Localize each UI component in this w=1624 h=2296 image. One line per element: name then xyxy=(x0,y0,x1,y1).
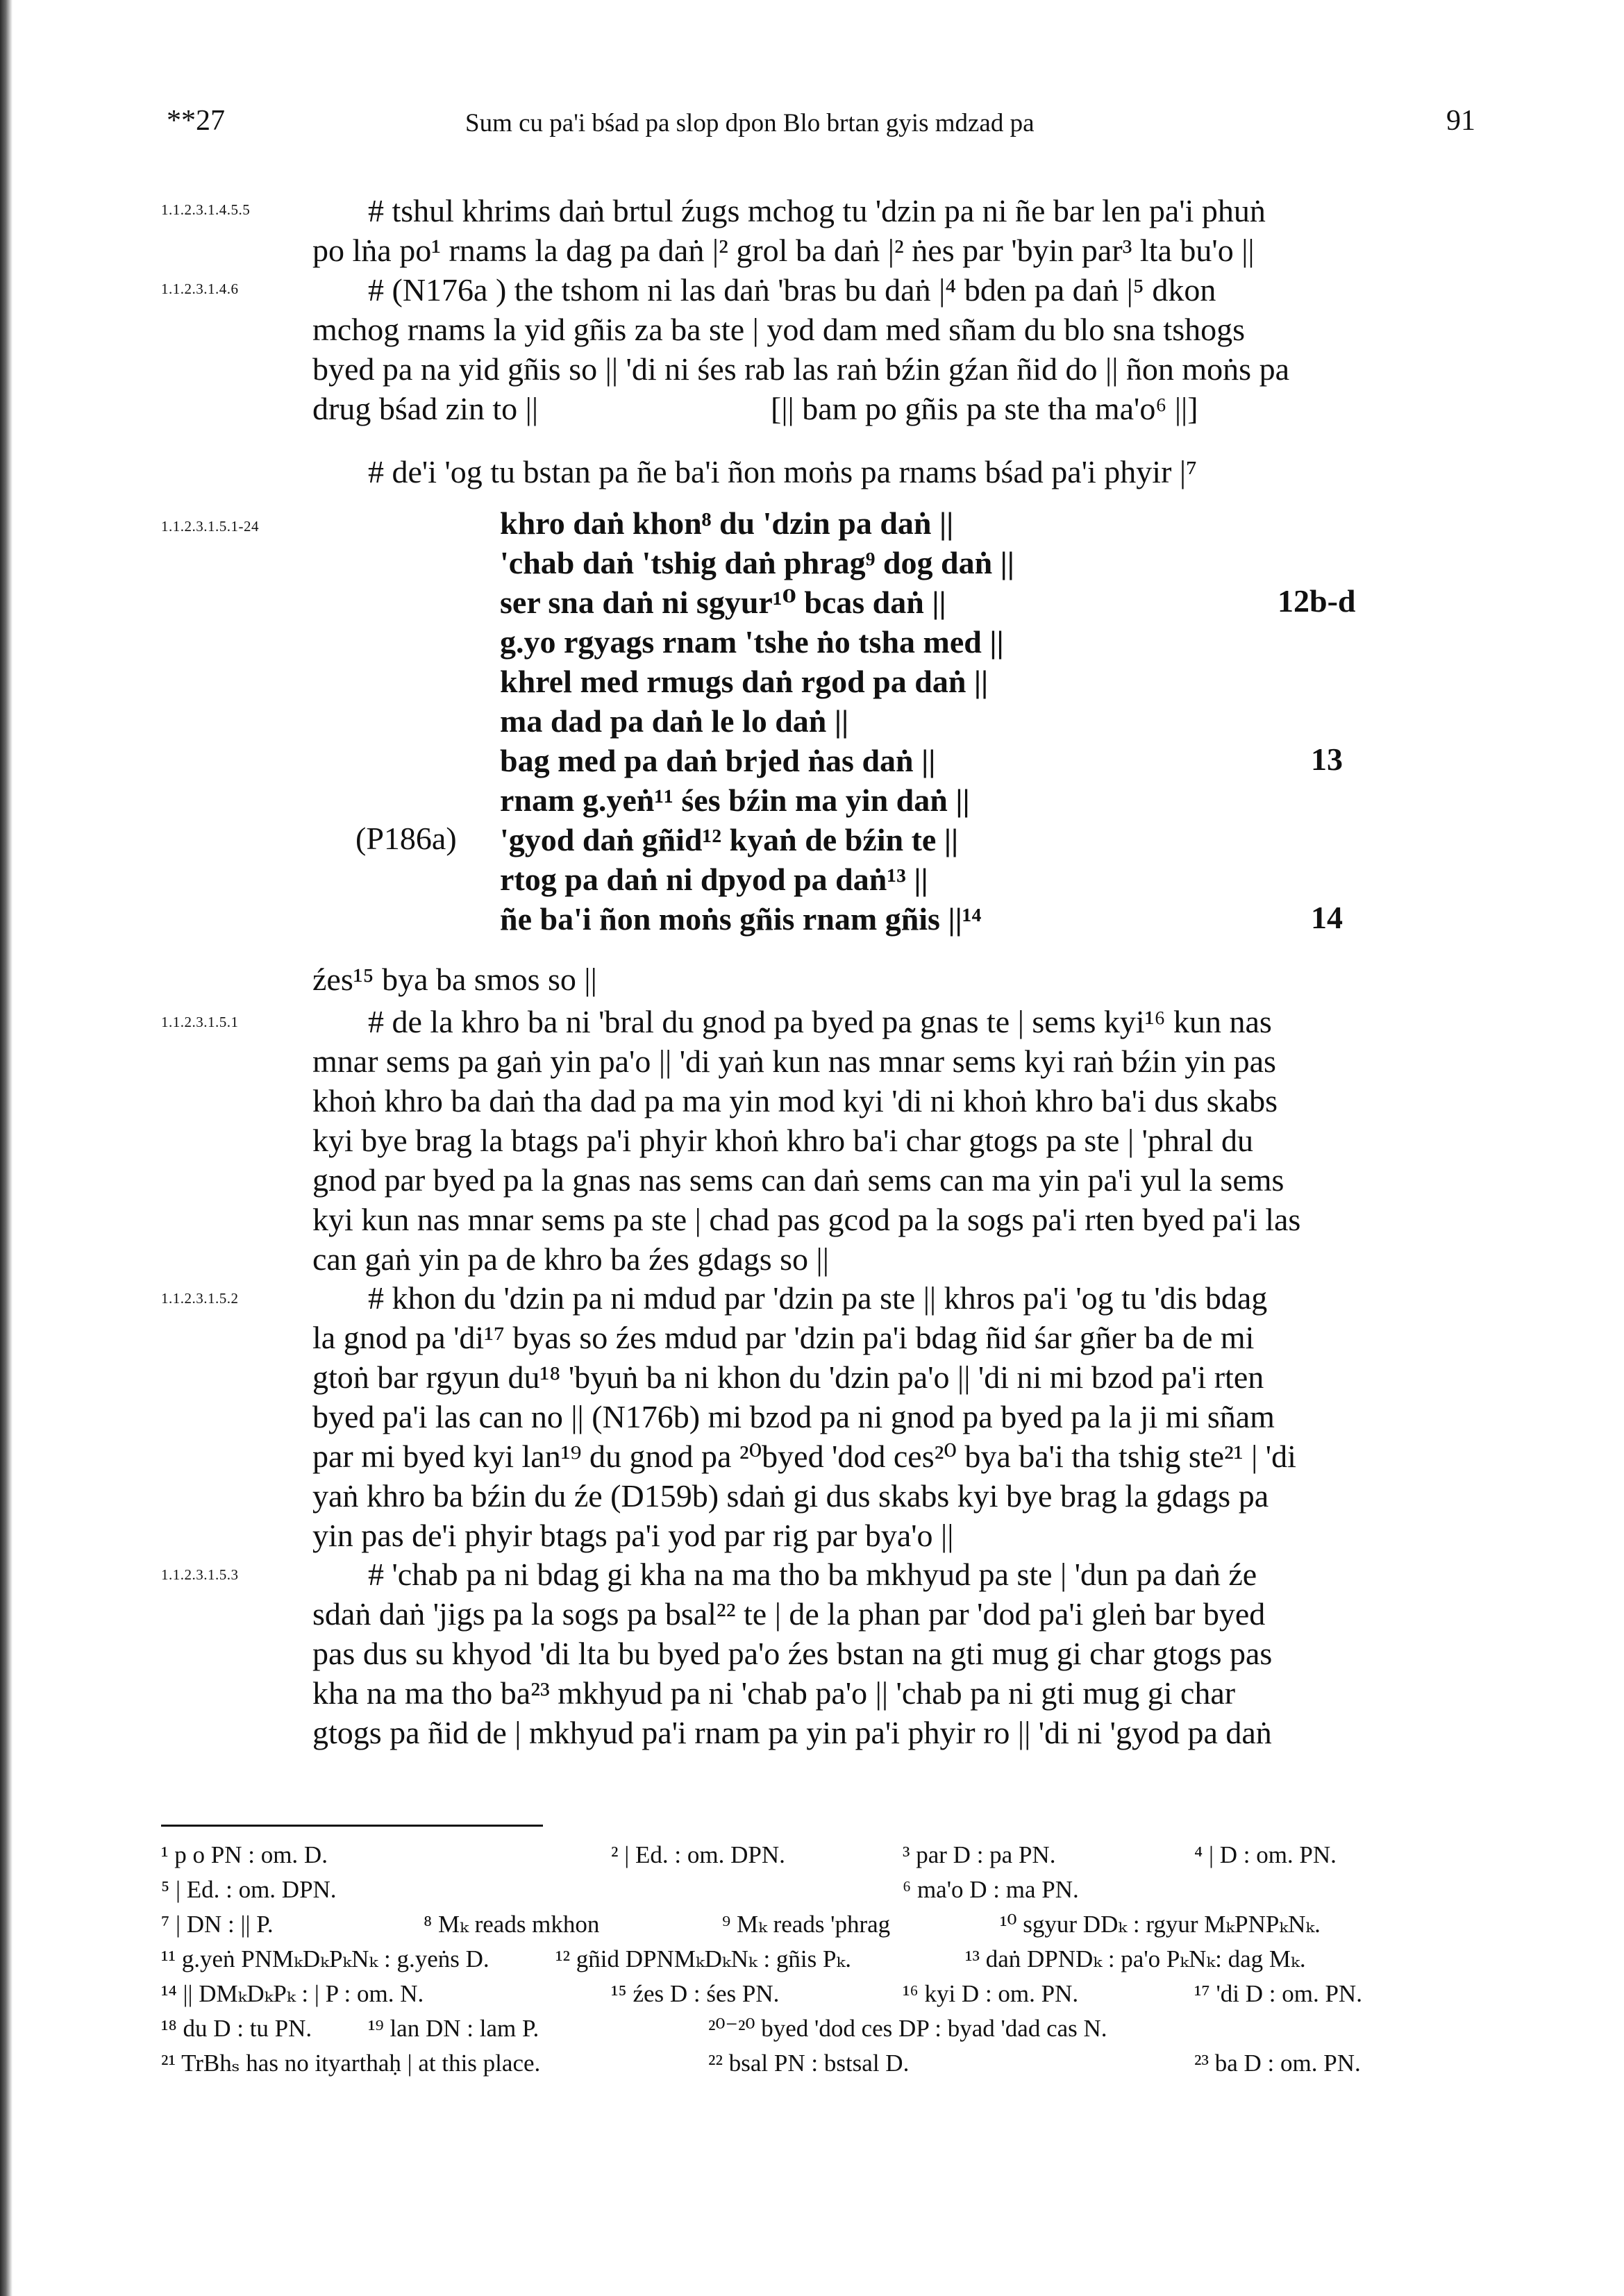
footnote: ²¹ TrBhₛ has no ityarthaḥ | at this place. xyxy=(161,2050,541,2077)
footnote: ¹² gñid DPNMₖDₖNₖ : gñis Pₖ. xyxy=(555,1945,851,1972)
page-header xyxy=(167,104,1475,153)
verse-number: 12b-d xyxy=(1278,583,1356,619)
section-label: 1.1.2.3.1.4.5.5 xyxy=(161,201,251,218)
verse-number: 14 xyxy=(1311,900,1343,935)
text-line: sdaṅ daṅ 'jigs pa la sogs pa bsal²² te | de la phan par 'dod pa'i gleṅ bar byed xyxy=(312,1596,1266,1632)
paragraph xyxy=(312,1002,1479,1279)
verse-line: ñe ba'i ñon moṅs gñis rnam gñis ||¹⁴ xyxy=(500,901,982,937)
text-line: la gnod pa 'di¹⁷ byas so źes mdud par 'dzin pa'i bdag ñid śar gñer ba de mi xyxy=(312,1320,1255,1355)
footnote: ²³ ba D : om. PN. xyxy=(1194,2050,1361,2077)
paragraph xyxy=(312,960,1479,999)
footnote: ⁵ | Ed. : om. DPN. xyxy=(161,1876,337,1903)
verse-line: ser sna daṅ ni sgyur¹⁰ bcas daṅ || xyxy=(500,585,946,620)
footnote: ²⁰⁻²⁰ byed 'dod ces DP : byad 'dad cas N. xyxy=(708,2015,1107,2042)
text-line: khoṅ khro ba daṅ tha dad pa ma yin mod kyi 'di ni khoṅ khro ba'i dus skabs xyxy=(312,1083,1278,1118)
text-line: yin pas de'i phyir btags pa'i yod par rig par bya'o || xyxy=(312,1518,954,1553)
verse-line: ma dad pa daṅ le lo daṅ || xyxy=(500,703,849,739)
text-line: kyi bye brag la btags pa'i phyir khoṅ khro ba'i char gtogs pa ste | 'phral du xyxy=(312,1123,1253,1158)
page-number: 91 xyxy=(1446,105,1475,137)
footnote: ¹⁷ 'di D : om. PN. xyxy=(1194,1980,1362,2007)
verse-line: rtog pa daṅ ni dpyod pa daṅ¹³ || xyxy=(500,862,928,897)
verse-line: 'chab daṅ 'tshig daṅ phrag⁹ dog daṅ || xyxy=(500,545,1014,580)
text-line: # 'chab pa ni bdag gi kha na ma tho ba mkhyud pa ste | 'dun pa daṅ źe xyxy=(368,1557,1257,1592)
footnote: ¹⁶ kyi D : om. PN. xyxy=(903,1980,1079,2007)
verse-block xyxy=(500,503,1014,939)
verse-line: bag med pa daṅ brjed ṅas daṅ || xyxy=(500,743,936,778)
footnote: ⁷ | DN : || P. xyxy=(161,1911,274,1938)
verse-line: khrel med rmugs daṅ rgod pa daṅ || xyxy=(500,664,989,699)
text-line: byed pa'i las can no || (N176b) mi bzod pa ni gnod pa byed pa la ji mi sñam xyxy=(312,1399,1275,1434)
section-label: 1.1.2.3.1.5.1-24 xyxy=(161,518,259,535)
verse-line: rnam g.yeṅ¹¹ śes bźin ma yin daṅ || xyxy=(500,782,970,818)
header-left-mark: **27 xyxy=(167,105,225,137)
text-line: # de'i 'og tu bstan pa ñe ba'i ñon moṅs pa rnams bśad pa'i phyir |⁷ xyxy=(368,454,1198,489)
text-line: mnar sems pa gaṅ yin pa'o || 'di yaṅ kun nas mnar sems kyi raṅ bźin yin pas xyxy=(312,1044,1276,1079)
footnote: ⁹ Mₖ reads 'phrag xyxy=(722,1911,891,1938)
footnote: ³ par D : pa PN. xyxy=(903,1841,1056,1868)
footnote: ⁸ Mₖ reads mkhon xyxy=(424,1911,600,1938)
section-label: 1.1.2.3.1.4.6 xyxy=(161,280,239,297)
text-line: kha na ma tho ba²³ mkhyud pa ni 'chab pa'o || 'chab pa ni gti mug gi char xyxy=(312,1675,1236,1711)
footnote: ¹⁰ sgyur DDₖ : rgyur MₖPNPₖNₖ. xyxy=(1000,1911,1321,1938)
book-spine-shadow xyxy=(0,0,12,2296)
footnote: ¹³ daṅ DPNDₖ : pa'o PₖNₖ: dag Mₖ. xyxy=(965,1945,1306,1972)
section-label: 1.1.2.3.1.5.2 xyxy=(161,1290,239,1307)
text-line: # khon du 'dzin pa ni mdud par 'dzin pa ste || khros pa'i 'og tu 'dis bdag xyxy=(368,1280,1268,1316)
bracketed-note: [|| bam po gñis pa ste tha ma'o⁶ ||] xyxy=(771,391,1198,426)
text-line: po lṅa po¹ rnams la dag pa daṅ |² grol ba daṅ |² ṅes par 'byin par³ lta bu'o || xyxy=(312,233,1255,268)
section-label: 1.1.2.3.1.5.1 xyxy=(161,1014,239,1030)
paragraph xyxy=(312,1555,1479,1752)
footnote: ¹¹ g.yeṅ PNMₖDₖPₖNₖ : g.yeṅs D. xyxy=(161,1945,489,1972)
footnote: ¹⁴ || DMₖDₖPₖ : | P : om. N. xyxy=(161,1980,424,2007)
paragraph xyxy=(312,270,1479,428)
text-line: # tshul khrims daṅ brtul źugs mchog tu 'dzin pa ni ñe bar len pa'i phuṅ xyxy=(368,193,1266,228)
text-line: źes¹⁵ bya ba smos so || xyxy=(312,962,597,997)
text-line: pas dus su khyod 'di lta bu byed pa'o źes bstan na gti mug gi char gtogs pas xyxy=(312,1636,1273,1671)
running-title: Sum cu pa'i bśad pa slop dpon Blo brtan gyis mdzad pa xyxy=(465,109,1035,137)
verse-line: 'gyod daṅ gñid¹² kyaṅ de bźin te || xyxy=(500,822,959,857)
verse-line: g.yo rgyags rnam 'tshe ṅo tsha med || xyxy=(500,624,1004,660)
text-fragment: drug bśad zin to || xyxy=(312,391,539,426)
folio-marker: (P186a) xyxy=(355,821,457,856)
paragraph xyxy=(312,191,1479,270)
footnote: ⁴ | D : om. PN. xyxy=(1194,1841,1337,1868)
paragraph xyxy=(312,1278,1479,1555)
paragraph xyxy=(312,452,1479,492)
text-line: byed pa na yid gñis so || 'di ni śes rab las raṅ bźin gźan ñid do || ñon moṅs pa xyxy=(312,351,1289,387)
text-line: gtoṅ bar rgyun du¹⁸ 'byuṅ ba ni khon du 'dzin pa'o || 'di ni mi bzod pa'i rten xyxy=(312,1359,1264,1395)
footnote-rule xyxy=(161,1825,543,1827)
text-line: mchog rnams la yid gñis za ba ste | yod dam med sñam du blo sna tshogs xyxy=(312,312,1246,347)
text-line: can gaṅ yin pa de khro ba źes gdags so || xyxy=(312,1241,829,1277)
text-line: yaṅ khro ba bźin du źe (D159b) sdaṅ gi dus skabs kyi bye brag la gdags pa xyxy=(312,1478,1269,1514)
footnote: ¹⁵ źes D : śes PN. xyxy=(611,1980,780,2007)
section-label: 1.1.2.3.1.5.3 xyxy=(161,1566,239,1583)
text-line: # de la khro ba ni 'bral du gnod pa byed pa gnas te | sems kyi¹⁶ kun nas xyxy=(368,1004,1272,1039)
text-line: gtogs pa ñid de | mkhyud pa'i rnam pa yin pa'i phyir ro || 'di ni 'gyod pa daṅ xyxy=(312,1715,1272,1750)
text-line xyxy=(312,389,1479,428)
text-line: gnod par byed pa la gnas nas sems can daṅ sems can ma yin pa'i yul la sems xyxy=(312,1162,1284,1198)
footnote: ⁶ ma'o D : ma PN. xyxy=(903,1876,1079,1903)
verse-line: khro daṅ khon⁸ du 'dzin pa daṅ || xyxy=(500,505,954,541)
footnote: ¹⁸ du D : tu PN. xyxy=(161,2015,312,2042)
footnote: ¹ p o PN : om. D. xyxy=(161,1841,328,1868)
text-line: kyi kun nas mnar sems pa ste | chad pas gcod pa la sogs pa'i rten byed pa'i las xyxy=(312,1202,1301,1237)
verse-number: 13 xyxy=(1311,741,1343,777)
footnote: ¹⁹ lan DN : lam P. xyxy=(368,2015,539,2042)
text-line: # (N176a ) the tshom ni las daṅ 'bras bu daṅ |⁴ bden pa daṅ |⁵ dkon xyxy=(368,272,1216,308)
text-line: par mi byed kyi lan¹⁹ du gnod pa ²⁰byed 'dod ces²⁰ bya ba'i tha tshig ste²¹ | 'di xyxy=(312,1439,1296,1474)
footnote: ² | Ed. : om. DPN. xyxy=(611,1841,785,1868)
footnote: ²² bsal PN : bstsal D. xyxy=(708,2050,910,2077)
